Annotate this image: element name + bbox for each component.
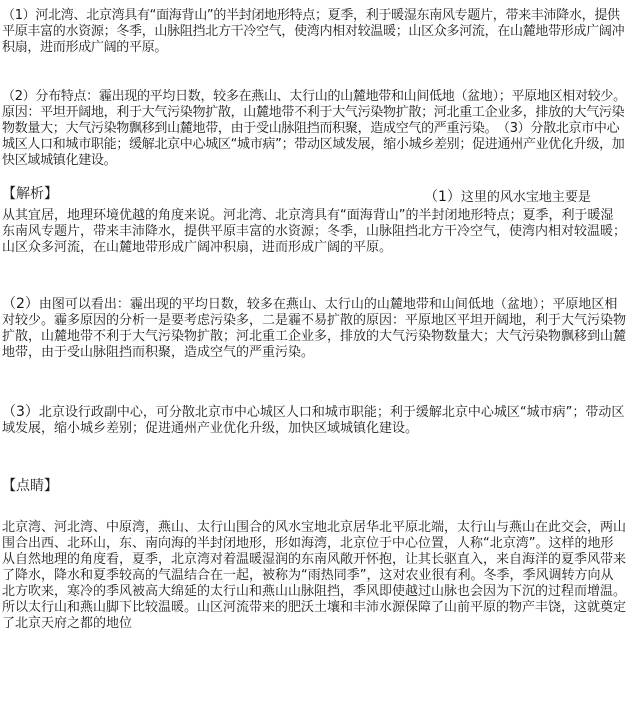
analysis-point-1-number: （1） <box>424 189 461 205</box>
analysis-point-3-number: （3） <box>2 404 39 420</box>
analysis-label: 【解析】 <box>2 186 58 202</box>
answer-paragraph-2: （2）分布特点：霾出现的平均日数，较多在燕山、太行山的山麓地带和山间低地（盆地）；平原地区相对较少。原因：平坦开阔地，利于大气污染物扩散，山麓地带不利于大气污染物扩散；河北重工企业多，排放的大气污染物数量大；大气污染物飘移到山麓地带，由于受山脉阻挡而积聚，造成空气的严重污染。 （3）分散北京市中心城区人口和城市职能；缓解北京中心城区“城市病”；带动区域发展，缩小城乡差别；促进通州产业优化升级，加快区域城镇化建设。 <box>2 89 626 168</box>
comment-label: 【点睛】 <box>2 478 58 494</box>
analysis-point-2 <box>2 296 626 361</box>
analysis-point-1-lead: 这里的风水宝地主要是 <box>460 190 591 205</box>
analysis-point-3-text: 北京设行政副中心，可分散北京市中心城区人口和城市职能；利于缓解北京中心城区“城市病”；带动区域发展，缩小城乡差别；促进通州产业优化升级，加快区域城镇化建设。 <box>2 405 625 436</box>
analysis-point-1-first-line <box>424 189 628 206</box>
analysis-point-1-text: 从其宜居，地理环境优越的角度来说。河北湾、北京湾具有“面海背山”的半封闭地形特点；夏季，利于暖湿东南风专题片，带来丰沛降水，提供平原丰富的水资源；冬季，山脉阻挡北方干冷空气，使湾内相对较温暖；山区众多河流，在山麓地带形成广阔冲积扇，进而形成广阔的平原。 <box>2 208 627 255</box>
analysis-point-3 <box>2 404 626 437</box>
comment-text: 北京湾、河北湾、中原湾，燕山、太行山围合的风水宝地北京居华北平原北端，太行山与燕山在此交会，两山围合出西、北环山，东、南向海的半封闭地形，形如海湾，北京位于中心位置，人称“北京湾”。这样的地形从自然地理的角度看，夏季，北京湾对着温暖湿润的东南风敞开怀抱，让其长驱直入，来自海洋的夏季风带来了降水，降水和夏季较高的气温结合在一起，被称为“雨热同季”，这对农业很有利。冬季，季风调转方向从北方吹来，寒冷的季风被高大绵延的太行山和燕山山脉阻挡，季风即使越过山脉也会因为下沉的过程而增温。所以太行山和燕山脚下比较温暖。山区河流带来的肥沃土壤和丰沛水源保障了山前平原的物产丰饶，这就奠定了北京天府之都的地位 <box>2 520 627 631</box>
answer-paragraph-1: （1）河北湾、北京湾具有“面海背山”的半封闭地形特点；夏季，利于暖湿东南风专题片，带来丰沛降水，提供平原丰富的水资源；冬季，山脉阻挡北方干冷空气，使湾内相对较温暖；山区众多河流，在山麓地带形成广阔冲积扇，进而形成广阔的平原。 <box>2 8 625 55</box>
analysis-point-2-text: 由图可以看出：霾出现的平均日数，较多在燕山、太行山的山麓地带和山间低地（盆地）；平原地区相对较少。霾多原因的分析一是要考虑污染多，二是霾不易扩散的原因：平原地区平坦开阔地，利于大气污染物扩散，山麓地带不利于大气污染物扩散；河北重工企业多，排放的大气污染物数量大；大气污染物飘移到山麓地带，由于受山脉阻挡而积聚，造成空气的严重污染。 <box>2 297 627 360</box>
analysis-point-2-number: （2） <box>2 296 39 312</box>
